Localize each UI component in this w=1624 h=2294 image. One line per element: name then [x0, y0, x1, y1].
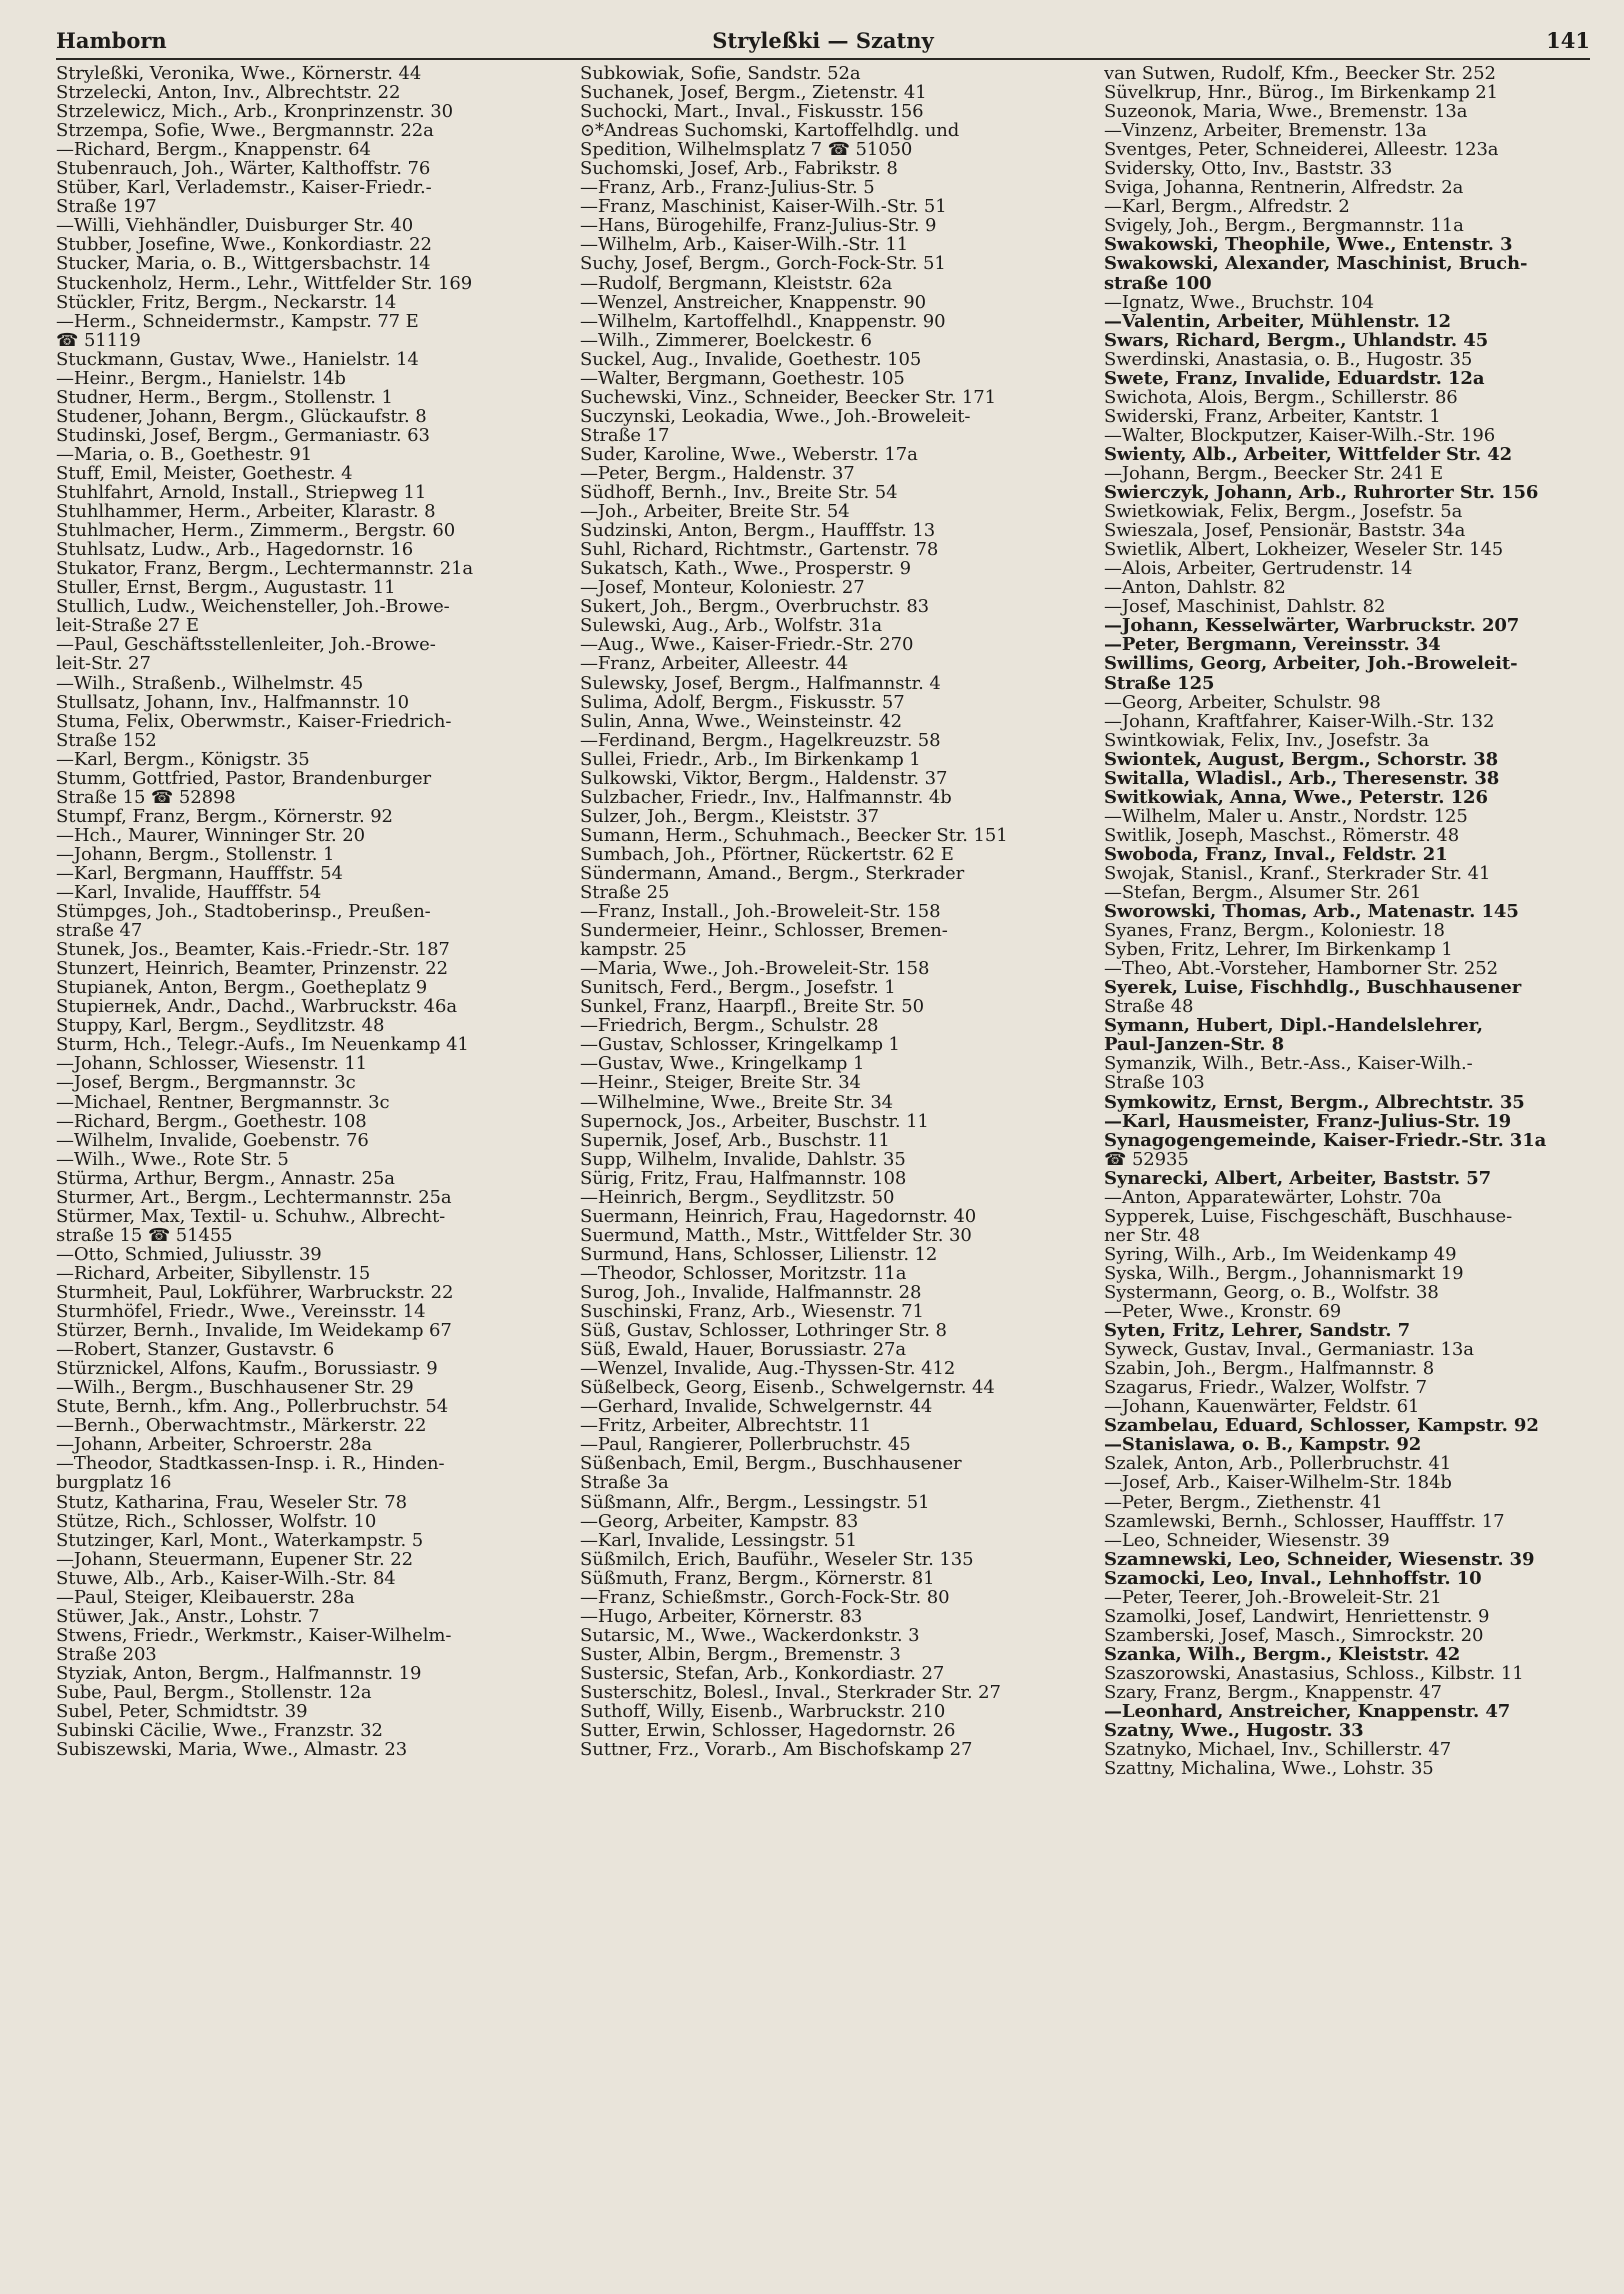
directory-entry: Swiontek, August, Bergm., Schorstr. 38	[1104, 749, 1499, 769]
directory-entry: Süßenbach, Emil, Bergm., Buschhausener	[580, 1454, 962, 1474]
column-right	[1104, 64, 1614, 1778]
directory-entry: —Heinrich, Bergm., Seydlitzstr. 50	[580, 1187, 895, 1207]
directory-entry: —Johann, Schlosser, Wiesenstr. 11	[56, 1054, 368, 1074]
directory-entry: Sutarsic, M., Wwe., Wackerdonkstr. 3	[580, 1625, 920, 1645]
directory-entry: ner Str. 48	[1104, 1225, 1201, 1245]
directory-entry: —Rudolf, Bergmann, Kleiststr. 62a	[580, 273, 893, 293]
directory-entry: Suchocki, Mart., Inval., Fiskusstr. 156	[580, 102, 924, 122]
directory-entry: Susterschitz, Bolesl., Inval., Sterkrader Str. 27	[580, 1682, 1001, 1703]
directory-entry: —Wilh., Wwe., Rote Str. 5	[56, 1149, 289, 1169]
directory-entry: Stumpf, Franz, Bergm., Körnerstr. 92	[56, 806, 393, 826]
directory-entry: —Hugo, Arbeiter, Körnerstr. 83	[580, 1606, 863, 1626]
directory-entry: Stuhlhammer, Herm., Arbeiter, Klarastr. 8	[56, 502, 436, 522]
directory-entry: Stüber, Karl, Verlademstr., Kaiser-Friedr.-	[56, 178, 432, 198]
directory-entry: —Michael, Rentner, Bergmannstr. 3c	[56, 1092, 390, 1112]
directory-entry: —Gustav, Wwe., Kringelkamp 1	[580, 1054, 865, 1074]
directory-entry: Süßmann, Alfr., Bergm., Lessingstr. 51	[580, 1492, 930, 1512]
directory-entry: Surog, Joh., Invalide, Halfmannstr. 28	[580, 1283, 922, 1303]
directory-entry: Switkowiak, Anna, Wwe., Peterstr. 126	[1104, 787, 1488, 807]
directory-entry: —Johann, Kauenwärter, Feldstr. 61	[1104, 1397, 1420, 1417]
directory-entry: Supernock, Jos., Arbeiter, Buschstr. 11	[580, 1111, 929, 1131]
directory-entry: Straße 125	[1104, 673, 1215, 693]
directory-entry: —Peter, Bergm., Ziethenstr. 41	[1104, 1492, 1383, 1512]
directory-entry: Süß, Gustav, Schlosser, Lothringer Str. 8	[580, 1321, 947, 1341]
directory-entry: straße 47	[56, 921, 143, 941]
directory-entry: Symann, Hubert, Dipl.-Handelslehrer,	[1104, 1016, 1483, 1036]
directory-entry: Stryleßki, Veronika, Wwe., Körnerstr. 44	[56, 64, 422, 84]
directory-entry: —Gustav, Schlosser, Kringelkamp 1	[580, 1035, 900, 1055]
directory-entry: Stuhlfahrt, Arnold, Install., Striepweg 11	[56, 483, 427, 503]
directory-entry: Sukatsch, Kath., Wwe., Prosperstr. 9	[580, 559, 912, 579]
directory-entry: Sürig, Fritz, Frau, Halfmannstr. 108	[580, 1168, 907, 1188]
directory-entry: —Hans, Bürogehilfe, Franz-Julius-Str. 9	[580, 216, 937, 236]
directory-entry: Sulin, Anna, Wwe., Weinsteinstr. 42	[580, 711, 903, 731]
directory-entry: Süßmilch, Erich, Bauführ., Weseler Str. 135	[580, 1549, 974, 1569]
directory-entry: Syring, Wilh., Arb., Im Weidenkamp 49	[1104, 1244, 1457, 1264]
directory-entry: Swieszala, Josef, Pensionär, Baststr. 34a	[1104, 521, 1466, 541]
directory-entry: Supernik, Josef, Arb., Buschstr. 11	[580, 1130, 890, 1150]
directory-entry: Suzeonok, Maria, Wwe., Bremenstr. 13a	[1104, 102, 1468, 122]
directory-entry: —Georg, Arbeiter, Kampstr. 83	[580, 1511, 859, 1531]
directory-entry: Stute, Bernh., kfm. Ang., Pollerbruchstr. 54	[56, 1397, 449, 1417]
directory-entry: —Karl, Bergm., Königstr. 35	[56, 749, 310, 769]
directory-entry: —Peter, Wwe., Kronstr. 69	[1104, 1302, 1342, 1322]
directory-entry: —Joh., Arbeiter, Breite Str. 54	[580, 502, 850, 522]
directory-entry: Stuller, Ernst, Bergm., Augustastr. 11	[56, 578, 396, 598]
directory-entry: —Karl, Invalide, Haufffstr. 54	[56, 883, 322, 903]
directory-entry: —Franz, Maschinist, Kaiser-Wilh.-Str. 51	[580, 197, 947, 217]
directory-entry: Synarecki, Albert, Arbeiter, Baststr. 57	[1104, 1168, 1492, 1188]
directory-entry: ☎ 52935	[1104, 1149, 1189, 1169]
directory-entry: —Franz, Install., Joh.-Broweleit-Str. 158	[580, 902, 941, 922]
directory-entry: Stuckenholz, Herm., Lehr., Wittfelder Str. 169	[56, 273, 473, 293]
directory-entry: Sturmer, Art., Bergm., Lechtermannstr. 25a	[56, 1187, 452, 1207]
directory-entry: Sunitsch, Ferd., Bergm., Josefstr. 1	[580, 978, 896, 998]
directory-entry: —Johann, Arbeiter, Schroerstr. 28a	[56, 1435, 372, 1455]
directory-entry: Stunek, Jos., Beamter, Kais.-Friedr.-Str. 187	[56, 940, 450, 960]
directory-entry: Stubber, Josefine, Wwe., Konkordiastr. 22	[56, 235, 432, 255]
directory-entry: —Hch., Maurer, Winninger Str. 20	[56, 825, 365, 845]
directory-entry: —Peter, Teerer, Joh.-Broweleit-Str. 21	[1104, 1587, 1442, 1607]
directory-entry: —Johann, Kesselwärter, Warbruckstr. 207	[1104, 616, 1520, 636]
directory-entry: Szanka, Wilh., Bergm., Kleiststr. 42	[1104, 1644, 1461, 1664]
directory-entry: Swillims, Georg, Arbeiter, Joh.-Broweleit-	[1104, 654, 1518, 674]
directory-entry: Sulima, Adolf, Bergm., Fiskusstr. 57	[580, 692, 905, 712]
directory-entry: Swietlik, Albert, Lokheizer, Weseler Str. 145	[1104, 540, 1504, 560]
directory-entry: ☎ 51119	[56, 330, 141, 350]
directory-entry: Stuckmann, Gustav, Wwe., Hanielstr. 14	[56, 349, 419, 369]
directory-entry: —Maria, o. B., Goethestr. 91	[56, 444, 313, 464]
directory-entry: Suczynski, Leokadia, Wwe., Joh.-Broweleit-	[580, 406, 971, 426]
directory-entry: kampstr. 25	[580, 940, 687, 960]
directory-entry: Stuff, Emil, Meister, Goethestr. 4	[56, 463, 353, 484]
directory-entry: Suschinski, Franz, Arb., Wiesenstr. 71	[580, 1302, 924, 1322]
directory-entry: Sumann, Herm., Schuhmach., Beecker Str. 151	[580, 825, 1008, 845]
directory-entry: —Wilh., Zimmerer, Boelckestr. 6	[580, 330, 872, 350]
directory-entry: Stümpges, Joh., Stadtoberinsp., Preußen-	[56, 902, 431, 922]
directory-entry: —Ferdinand, Bergm., Hagelkreuzstr. 58	[580, 730, 941, 750]
directory-entry: Suchanek, Josef, Bergm., Zietenstr. 41	[580, 83, 927, 103]
directory-entry: Suhl, Richard, Richtmstr., Gartenstr. 78	[580, 540, 939, 560]
directory-entry: Szaszorowski, Anastasius, Schloss., Kilbstr. 11	[1104, 1663, 1524, 1683]
directory-entry: Symanzik, Wilh., Betr.-Ass., Kaiser-Wilh.-	[1104, 1054, 1473, 1074]
directory-entry: —Walter, Blockputzer, Kaiser-Wilh.-Str. 196	[1104, 425, 1496, 445]
directory-entry: —Wilhelm, Kartoffelhdl., Knappenstr. 90	[580, 311, 946, 331]
directory-entry: Straße 25	[580, 883, 670, 903]
page-number: 141	[1546, 28, 1590, 53]
directory-entry: —Wilhelm, Invalide, Goebenstr. 76	[56, 1130, 369, 1150]
directory-entry: —Wenzel, Anstreicher, Knappenstr. 90	[580, 292, 926, 312]
directory-entry: Szamocki, Leo, Inval., Lehnhoffstr. 10	[1104, 1568, 1482, 1588]
directory-entry: —Richard, Bergm., Goethestr. 108	[56, 1111, 367, 1131]
directory-entry: —Vinzenz, Arbeiter, Bremenstr. 13a	[1104, 121, 1427, 141]
directory-entry: Sulzbacher, Friedr., Inv., Halfmannstr. 4b	[580, 787, 952, 807]
directory-entry: —Peter, Bergmann, Vereinsstr. 34	[1104, 635, 1441, 655]
directory-entry: Straße 197	[56, 197, 157, 217]
directory-entry: Swakowski, Alexander, Maschinist, Bruch-	[1104, 254, 1528, 274]
directory-entry: —Wilhelm, Maler u. Anstr., Nordstr. 125	[1104, 806, 1468, 826]
directory-entry: Studinski, Josef, Bergm., Germaniastr. 63	[56, 425, 430, 445]
directory-entry: —Walter, Bergmann, Goethestr. 105	[580, 368, 905, 388]
directory-entry: Paul-Janzen-Str. 8	[1104, 1035, 1285, 1055]
directory-entry: Switlik, Joseph, Maschst., Römerstr. 48	[1104, 825, 1460, 845]
directory-entry: Svidersky, Otto, Inv., Baststr. 33	[1104, 159, 1393, 179]
directory-entry: Syben, Fritz, Lehrer, Im Birkenkamp 1	[1104, 940, 1453, 960]
directory-entry: Swerdinski, Anastasia, o. B., Hugostr. 35	[1104, 349, 1473, 369]
directory-entry: Stumm, Gottfried, Pastor, Brandenburger	[56, 768, 431, 788]
directory-entry: —Friedrich, Bergm., Schulstr. 28	[580, 1016, 879, 1036]
directory-entry: Subiszewski, Maria, Wwe., Almastr. 23	[56, 1740, 408, 1760]
directory-entry: —Anton, Dahlstr. 82	[1104, 578, 1286, 598]
directory-entry: Stütze, Rich., Schlosser, Wolfstr. 10	[56, 1511, 377, 1531]
directory-entry: —Josef, Arb., Kaiser-Wilhelm-Str. 184b	[1104, 1473, 1452, 1493]
directory-entry: —Stanislawa, o. B., Kampstr. 92	[1104, 1435, 1422, 1455]
directory-entry: Szalek, Anton, Arb., Pollerbruchstr. 41	[1104, 1454, 1452, 1474]
directory-entry: Szamolki, Josef, Landwirt, Henriettenstr. 9	[1104, 1606, 1490, 1626]
directory-entry: Suttner, Frz., Vorarb., Am Bischofskamp 27	[580, 1740, 973, 1760]
directory-entry: —Alois, Arbeiter, Gertrudenstr. 14	[1104, 559, 1413, 579]
directory-entry: —Fritz, Arbeiter, Albrechtstr. 11	[580, 1416, 872, 1436]
directory-entry: —Stefan, Bergm., Alsumer Str. 261	[1104, 883, 1422, 903]
directory-entry: Sulewski, Aug., Arb., Wolfstr. 31a	[580, 616, 882, 636]
directory-entry: —Franz, Arb., Franz-Julius-Str. 5	[580, 178, 875, 198]
directory-entry: Szamberski, Josef, Masch., Simrockstr. 20	[1104, 1625, 1484, 1645]
directory-entry: Stürma, Arthur, Bergm., Annastr. 25a	[56, 1168, 395, 1188]
directory-entry: Symkowitz, Ernst, Bergm., Albrechtstr. 35	[1104, 1092, 1525, 1112]
directory-entry: —Anton, Apparatewärter, Lohstr. 70a	[1104, 1187, 1442, 1207]
directory-entry: Sullei, Friedr., Arb., Im Birkenkamp 1	[580, 749, 921, 769]
directory-entry: —Herm., Schneidermstr., Kampstr. 77 E	[56, 311, 419, 331]
directory-entry: Straße 3a	[580, 1473, 669, 1493]
directory-entry: —Paul, Rangierer, Pollerbruchstr. 45	[580, 1435, 911, 1455]
directory-entry: van Sutwen, Rudolf, Kfm., Beecker Str. 252	[1104, 64, 1496, 84]
directory-entry: —Valentin, Arbeiter, Mühlenstr. 12	[1104, 311, 1451, 331]
directory-entry: Subel, Peter, Schmidtstr. 39	[56, 1702, 308, 1722]
directory-entry: Suder, Karoline, Wwe., Weberstr. 17a	[580, 444, 918, 464]
directory-entry: —Theodor, Schlosser, Moritzstr. 11a	[580, 1263, 907, 1283]
directory-entry: Suchy, Josef, Bergm., Gorch-Fock-Str. 51	[580, 254, 946, 274]
directory-entry: Synagogengemeinde, Kaiser-Friedr.-Str. 31a	[1104, 1130, 1547, 1150]
directory-entry: —Leonhard, Anstreicher, Knappenstr. 47	[1104, 1702, 1511, 1722]
directory-entry: —Heinr., Bergm., Hanielstr. 14b	[56, 368, 346, 388]
directory-entry: Szatny, Wwe., Hugostr. 33	[1104, 1721, 1364, 1741]
directory-entry: Straße 17	[580, 425, 670, 445]
directory-entry: Sube, Paul, Bergm., Stollenstr. 12a	[56, 1682, 372, 1703]
directory-entry: Stückler, Fritz, Bergm., Neckarstr. 14	[56, 292, 397, 312]
directory-entry: —Ignatz, Wwe., Bruchstr. 104	[1104, 292, 1375, 312]
directory-entry: —Karl, Bergmann, Haufffstr. 54	[56, 863, 343, 884]
directory-entry: Swienty, Alb., Arbeiter, Wittfelder Str. 42	[1104, 444, 1513, 464]
directory-entry: Swierczyk, Johann, Arb., Ruhrorter Str. 156	[1104, 483, 1539, 503]
directory-entry: —Willi, Viehhändler, Duisburger Str. 40	[56, 216, 414, 236]
directory-entry: Straße 203	[56, 1644, 157, 1664]
directory-entry: Szatnyko, Michael, Inv., Schillerstr. 47	[1104, 1740, 1452, 1760]
directory-entry: —Paul, Steiger, Kleibauerstr. 28a	[56, 1587, 355, 1607]
directory-entry: Swintkowiak, Felix, Inv., Josefstr. 3a	[1104, 730, 1430, 750]
directory-entry: Suckel, Aug., Invalide, Goethestr. 105	[580, 349, 922, 369]
directory-entry: Straße 15 ☎ 52898	[56, 787, 236, 807]
directory-entry: straße 15 ☎ 51455	[56, 1225, 233, 1245]
directory-entry: Stutzinger, Karl, Mont., Waterkampstr. 5	[56, 1530, 424, 1550]
directory-entry: Sturmhöfel, Friedr., Wwe., Vereinsstr. 14	[56, 1302, 426, 1322]
directory-entry: Supp, Wilhelm, Invalide, Dahlstr. 35	[580, 1149, 906, 1169]
directory-entry: Szambelau, Eduard, Schlosser, Kampstr. 92	[1104, 1416, 1539, 1436]
directory-entry: Stwens, Friedr., Werkmstr., Kaiser-Wilhelm-	[56, 1625, 452, 1645]
directory-entry: —Wilhelm, Arb., Kaiser-Wilh.-Str. 11	[580, 235, 909, 255]
directory-entry: Süßelbeck, Georg, Eisenb., Schwelgernstr. 44	[580, 1378, 995, 1398]
directory-entry: Sustersic, Stefan, Arb., Konkordiastr. 27	[580, 1663, 945, 1683]
directory-entry: Syanes, Franz, Bergm., Koloniestr. 18	[1104, 921, 1445, 941]
directory-entry: —Leo, Schneider, Wiesenstr. 39	[1104, 1530, 1390, 1550]
directory-entry: Suermund, Matth., Mstr., Wittfelder Str. 30	[580, 1225, 972, 1245]
directory-entry: Stüwer, Jak., Anstr., Lohstr. 7	[56, 1606, 320, 1626]
directory-entry: —Karl, Bergm., Alfredstr. 2	[1104, 197, 1350, 217]
directory-entry: Szabin, Joh., Bergm., Halfmannstr. 8	[1104, 1359, 1435, 1379]
directory-entry: Subinski Cäcilie, Wwe., Franzstr. 32	[56, 1721, 383, 1741]
directory-entry: Strzempa, Sofie, Wwe., Bergmannstr. 22a	[56, 121, 434, 141]
directory-entry: —Wilh., Bergm., Buschhausener Str. 29	[56, 1378, 414, 1398]
directory-entry: —Johann, Kraftfahrer, Kaiser-Wilh.-Str. 132	[1104, 711, 1495, 731]
directory-entry: Sukert, Joh., Bergm., Overbruchstr. 83	[580, 597, 930, 617]
directory-entry: —Aug., Wwe., Kaiser-Friedr.-Str. 270	[580, 635, 914, 655]
columns	[56, 64, 1590, 1778]
directory-entry: Studener, Johann, Bergm., Glückaufstr. 8	[56, 406, 427, 426]
directory-entry: —Josef, Bergm., Bergmannstr. 3c	[56, 1073, 356, 1093]
directory-entry: —Theodor, Stadtkassen-Insp. i. R., Hinden-	[56, 1454, 445, 1474]
directory-entry: Stuppy, Karl, Bergm., Seydlitzstr. 48	[56, 1016, 385, 1036]
directory-entry: leit-Straße 27 E	[56, 616, 199, 636]
directory-entry: Sturm, Hch., Telegr.-Aufs., Im Neuenkamp 41	[56, 1035, 469, 1055]
directory-entry: Suthoff, Willy, Eisenb., Warbruckstr. 210	[580, 1702, 946, 1722]
directory-entry: Sulkowski, Viktor, Bergm., Haldenstr. 37	[580, 768, 948, 788]
directory-entry: Swichota, Alois, Bergm., Schillerstr. 86	[1104, 387, 1458, 407]
directory-entry: Syska, Wilh., Bergm., Johannismarkt 19	[1104, 1263, 1464, 1283]
directory-entry: —Franz, Schießmstr., Gorch-Fock-Str. 80	[580, 1587, 950, 1607]
directory-entry: Suchomski, Josef, Arb., Fabrikstr. 8	[580, 159, 898, 179]
directory-entry: Südhoff, Bernh., Inv., Breite Str. 54	[580, 483, 898, 503]
directory-entry: Styziak, Anton, Bergm., Halfmannstr. 19	[56, 1663, 422, 1683]
directory-entry: —Karl, Invalide, Lessingstr. 51	[580, 1530, 858, 1550]
directory-entry: —Johann, Bergm., Beecker Str. 241 E	[1104, 463, 1444, 484]
directory-entry: Stupierнek, Andr., Dachd., Warbruckstr. 46a	[56, 997, 457, 1017]
directory-entry: —Johann, Steuermann, Eupener Str. 22	[56, 1549, 413, 1569]
header-city: Hamborn	[56, 28, 167, 53]
directory-entry: Surmund, Hans, Schlosser, Lilienstr. 12	[580, 1244, 938, 1264]
directory-entry: straße 100	[1104, 273, 1212, 293]
directory-entry: Sutter, Erwin, Schlosser, Hagedornstr. 26	[580, 1721, 956, 1741]
directory-entry: —Robert, Stanzer, Gustavstr. 6	[56, 1340, 335, 1360]
directory-entry: Stuwe, Alb., Arb., Kaiser-Wilh.-Str. 84	[56, 1568, 396, 1588]
header-range: Stryleßki — Szatny	[712, 28, 934, 53]
directory-entry: Stullsatz, Johann, Inv., Halfmannstr. 10	[56, 692, 409, 712]
directory-entry: —Bernh., Oberwachtmstr., Märkerstr. 22	[56, 1416, 427, 1436]
directory-entry: Svigely, Joh., Bergm., Bergmannstr. 11a	[1104, 216, 1464, 236]
directory-entry: Sudzinski, Anton, Bergm., Haufffstr. 13	[580, 521, 936, 541]
directory-entry: Sulzer, Joh., Bergm., Kleiststr. 37	[580, 806, 879, 826]
directory-entry: Süßmuth, Franz, Bergm., Körnerstr. 81	[580, 1568, 935, 1588]
directory-entry: —Richard, Bergm., Knappenstr. 64	[56, 140, 371, 160]
directory-entry: Swojak, Stanisl., Kranf., Sterkrader Str. 41	[1104, 863, 1491, 884]
directory-entry: Szagarus, Friedr., Walzer, Wolfstr. 7	[1104, 1378, 1427, 1398]
directory-entry: Swars, Richard, Bergm., Uhlandstr. 45	[1104, 330, 1489, 350]
directory-entry: Stukator, Franz, Bergm., Lechtermannstr. 21a	[56, 559, 474, 579]
directory-entry: —Franz, Arbeiter, Alleestr. 44	[580, 654, 849, 674]
directory-entry: Sunkel, Franz, Haarpfl., Breite Str. 50	[580, 997, 924, 1017]
directory-entry: —Richard, Arbeiter, Sibyllenstr. 15	[56, 1263, 371, 1283]
directory-entry: Straße 152	[56, 730, 157, 750]
directory-entry: Straße 103	[1104, 1073, 1205, 1093]
directory-entry: Suermann, Heinrich, Frau, Hagedornstr. 40	[580, 1206, 977, 1226]
directory-entry: Syerek, Luise, Fischhdlg., Buschhausener	[1104, 978, 1522, 998]
directory-entry: Sumbach, Joh., Pförtner, Rückertstr. 62 E	[580, 844, 954, 864]
directory-entry: Szary, Franz, Bergm., Knappenstr. 47	[1104, 1682, 1442, 1703]
directory-entry: —Karl, Hausmeister, Franz-Julius-Str. 19	[1104, 1111, 1512, 1131]
directory-entry: Stuhlmacher, Herm., Zimmerm., Bergstr. 60	[56, 521, 456, 541]
directory-entry: —Wilh., Straßenb., Wilhelmstr. 45	[56, 673, 364, 693]
directory-entry: —Otto, Schmied, Juliusstr. 39	[56, 1244, 322, 1264]
directory-entry: Stürzer, Bernh., Invalide, Im Weidekamp 67	[56, 1321, 452, 1341]
directory-entry: —Heinr., Steiger, Breite Str. 34	[580, 1073, 861, 1093]
directory-entry: Sündermann, Amand., Bergm., Sterkrader	[580, 863, 965, 884]
directory-entry: Suchewski, Vinz., Schneider, Beecker Str. 171	[580, 387, 996, 407]
directory-entry: Sypperek, Luise, Fischgeschäft, Buschhause-	[1104, 1206, 1513, 1226]
directory-entry: Sventges, Peter, Schneiderei, Alleestr. 123a	[1104, 140, 1499, 160]
directory-entry: Stuma, Felix, Oberwmstr., Kaiser-Friedrich-	[56, 711, 452, 731]
directory-entry: Szamlewski, Bernh., Schlosser, Haufffstr. 17	[1104, 1511, 1505, 1531]
directory-entry: Szattny, Michalina, Wwe., Lohstr. 35	[1104, 1759, 1434, 1779]
directory-entry: Stutz, Katharina, Frau, Weseler Str. 78	[56, 1492, 407, 1512]
directory-entry: Sturmheit, Paul, Lokführer, Warbruckstr. 22	[56, 1283, 454, 1303]
directory-entry: Stunzert, Heinrich, Beamter, Prinzenstr. 22	[56, 959, 448, 979]
directory-entry: Stürznickel, Alfons, Kaufm., Borussiastr. 9	[56, 1359, 438, 1379]
directory-entry: Swiderski, Franz, Arbeiter, Kantstr. 1	[1104, 406, 1441, 426]
column-middle	[580, 64, 1090, 1778]
directory-entry: —Gerhard, Invalide, Schwelgernstr. 44	[580, 1397, 933, 1417]
directory-entry: Sworowski, Thomas, Arb., Matenastr. 145	[1104, 902, 1519, 922]
directory-entry: Subkowiak, Sofie, Sandstr. 52a	[580, 64, 861, 84]
directory-entry: Stullich, Ludw., Weichensteller, Joh.-Browe-	[56, 597, 450, 617]
directory-entry: Syweck, Gustav, Inval., Germaniastr. 13a	[1104, 1340, 1474, 1360]
directory-entry: Swietkowiak, Felix, Bergm., Josefstr. 5a	[1104, 502, 1463, 522]
directory-entry: Swete, Franz, Invalide, Eduardstr. 12a	[1104, 368, 1485, 388]
directory-entry: —Paul, Geschäftsstellenleiter, Joh.-Browe-	[56, 635, 436, 655]
directory-entry: —Peter, Bergm., Haldenstr. 37	[580, 463, 855, 484]
directory-entry: Stuhlsatz, Ludw., Arb., Hagedornstr. 16	[56, 540, 414, 560]
directory-entry: Stubenrauch, Joh., Wärter, Kalthoffstr. 76	[56, 159, 431, 179]
directory-entry: Szamnewski, Leo, Schneider, Wiesenstr. 39	[1104, 1549, 1535, 1569]
directory-entry: Strzelewicz, Mich., Arb., Kronprinzenstr. 30	[56, 102, 453, 122]
directory-entry: —Maria, Wwe., Joh.-Broweleit-Str. 158	[580, 959, 930, 979]
directory-entry: —Theo, Abt.-Vorsteher, Hamborner Str. 252	[1104, 959, 1498, 979]
directory-entry: Syten, Fritz, Lehrer, Sandstr. 7	[1104, 1321, 1411, 1341]
directory-entry: Swakowski, Theophile, Wwe., Entenstr. 3	[1104, 235, 1513, 255]
directory-entry: Süvelkrup, Hnr., Bürog., Im Birkenkamp 21	[1104, 83, 1499, 103]
directory-entry: Süß, Ewald, Hauer, Borussiastr. 27a	[580, 1340, 907, 1360]
directory-entry: Studner, Herm., Bergm., Stollenstr. 1	[56, 387, 393, 407]
directory-entry: burgplatz 16	[56, 1473, 172, 1493]
directory-entry: —Wenzel, Invalide, Aug.-Thyssen-Str. 412	[580, 1359, 956, 1379]
directory-entry: Strzelecki, Anton, Inv., Albrechtstr. 22	[56, 83, 401, 103]
directory-entry: —Wilhelmine, Wwe., Breite Str. 34	[580, 1092, 894, 1112]
directory-entry: ⊙*Andreas Suchomski, Kartoffelhdlg. und	[580, 121, 960, 141]
directory-entry: —Josef, Monteur, Koloniestr. 27	[580, 578, 865, 598]
page-header	[56, 24, 1590, 60]
directory-entry: Stürmer, Max, Textil- u. Schuhw., Albrecht-	[56, 1206, 446, 1226]
directory-entry: —Josef, Maschinist, Dahlstr. 82	[1104, 597, 1386, 617]
directory-entry: Swoboda, Franz, Inval., Feldstr. 21	[1104, 844, 1448, 864]
directory-entry: Sviga, Johanna, Rentnerin, Alfredstr. 2a	[1104, 178, 1464, 198]
directory-entry: Systermann, Georg, o. B., Wolfstr. 38	[1104, 1283, 1439, 1303]
directory-entry: Spedition, Wilhelmsplatz 7 ☎ 51050	[580, 140, 913, 160]
column-left	[56, 64, 566, 1778]
directory-entry: Sundermeier, Heinr., Schlosser, Bremen-	[580, 921, 948, 941]
directory-entry: leit-Str. 27	[56, 654, 151, 674]
directory-entry: Sulewsky, Josef, Bergm., Halfmannstr. 4	[580, 673, 941, 693]
directory-entry: Stucker, Maria, o. B., Wittgersbachstr. 14	[56, 254, 431, 274]
directory-entry: Stupianek, Anton, Bergm., Goetheplatz 9	[56, 978, 428, 998]
directory-entry: —Georg, Arbeiter, Schulstr. 98	[1104, 692, 1381, 712]
directory-entry: Suster, Albin, Bergm., Bremenstr. 3	[580, 1644, 901, 1664]
directory-entry: —Johann, Bergm., Stollenstr. 1	[56, 844, 335, 864]
directory-entry: Straße 48	[1104, 997, 1194, 1017]
directory-entry: Switalla, Wladisl., Arb., Theresenstr. 38	[1104, 768, 1500, 788]
